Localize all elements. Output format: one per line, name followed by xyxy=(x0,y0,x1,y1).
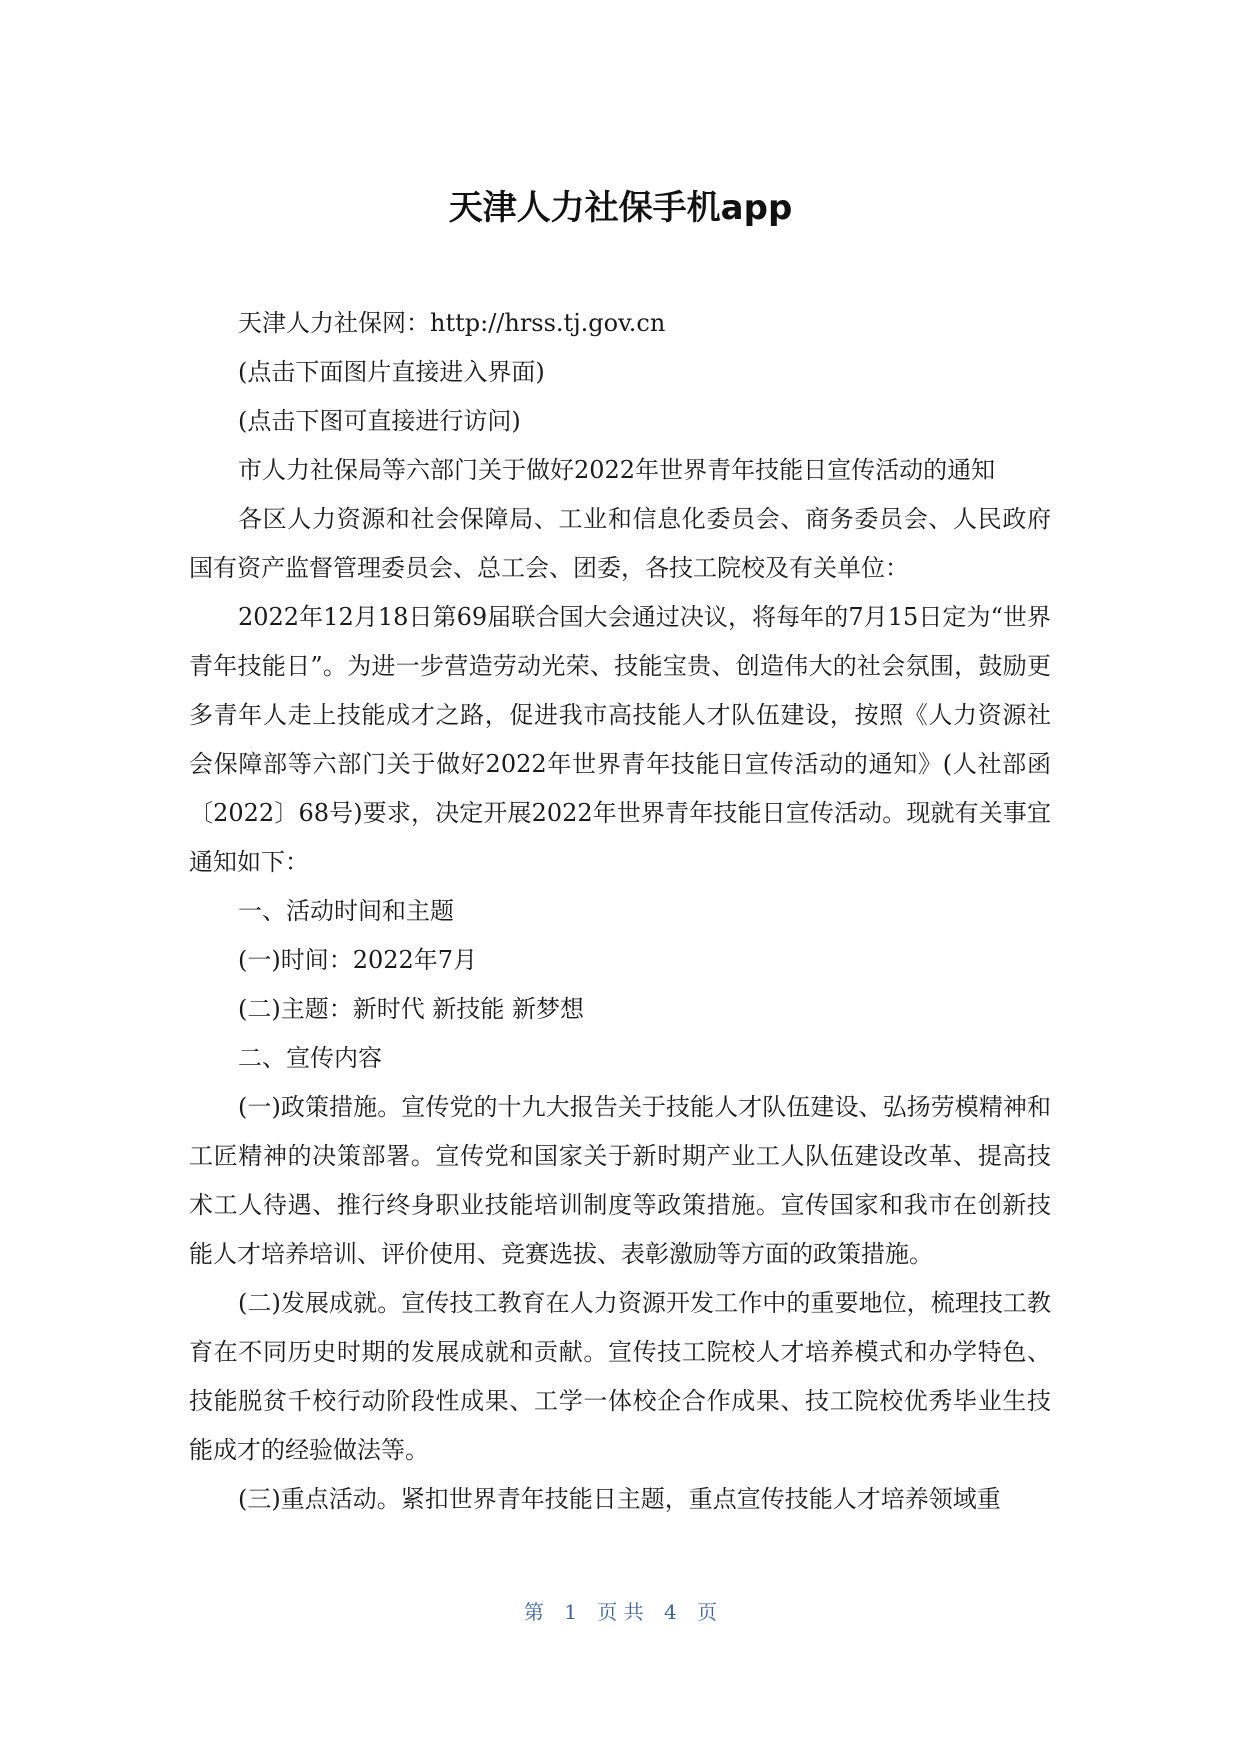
paragraph-key-activities: (三)重点活动。紧扣世界青年技能日主题，重点宣传技能人才培养领域重 xyxy=(238,1485,1001,1513)
section-heading-time-theme: 一、活动时间和主题 xyxy=(238,897,454,925)
paragraph-time: (一)时间：2022年7月 xyxy=(238,946,478,974)
document-title: 天津人力社保手机app xyxy=(448,188,793,228)
page-footer xyxy=(0,1597,1241,1627)
paragraph-background: 2022年12月18日第69届联合国大会通过决议，将每年的7月15日定为“世界青年技能日”。为进一步营造劳动光荣、技能宝贵、创造伟大的社会氛围，鼓励更多青年人走上技能成才之路，促进我市高技能人才队伍建设，按照《人力资源社会保障部等六部门关于做好2022年世界青年技能日宣传活动的通知》(人社部函〔2022〕68号)要求，决定开展2022年世界青年技能日宣传活动。现就有关事宜通知如下： xyxy=(189,603,1051,876)
footer-label-of: 页 共 xyxy=(597,1600,644,1624)
paragraph-click-image-note: (点击下面图片直接进入界面) xyxy=(238,358,545,386)
footer-label-pages: 页 xyxy=(697,1600,718,1624)
paragraph-notice-title: 市人力社保局等六部门关于做好2022年世界青年技能日宣传活动的通知 xyxy=(238,456,996,484)
footer-total-pages: 4 xyxy=(664,1600,677,1624)
paragraph-theme: (二)主题：新时代 新技能 新梦想 xyxy=(238,995,584,1023)
footer-label-page: 第 xyxy=(523,1600,544,1624)
footer-current-page: 1 xyxy=(564,1600,577,1624)
paragraph-achievements: (二)发展成就。宣传技工教育在人力资源开发工作中的重要地位，梳理技工教育在不同历史时期的发展成就和贡献。宣传技工院校人才培养模式和办学特色、技能脱贫千校行动阶段性成果、工学一体校企合作成果、技工院校优秀毕业生技能成才的经验做法等。 xyxy=(189,1289,1051,1464)
paragraph-policy: (一)政策措施。宣传党的十九大报告关于技能人才队伍建设、弘扬劳模精神和工匠精神的决策部署。宣传党和国家关于新时期产业工人队伍建设改革、提高技术工人待遇、推行终身职业技能培训制度等政策措施。宣传国家和我市在创新技能人才培养培训、评价使用、竞赛选拔、表彰激励等方面的政策措施。 xyxy=(189,1093,1051,1268)
section-heading-content: 二、宣传内容 xyxy=(238,1044,382,1072)
paragraph-click-visit-note: (点击下图可直接进行访问) xyxy=(238,407,521,435)
paragraph-website: 天津人力社保网：http://hrss.tj.gov.cn xyxy=(238,309,666,337)
paragraph-addressees: 各区人力资源和社会保障局、工业和信息化委员会、商务委员会、人民政府国有资产监督管理委员会、总工会、团委，各技工院校及有关单位： xyxy=(189,505,1051,582)
document-body xyxy=(189,299,1051,1524)
